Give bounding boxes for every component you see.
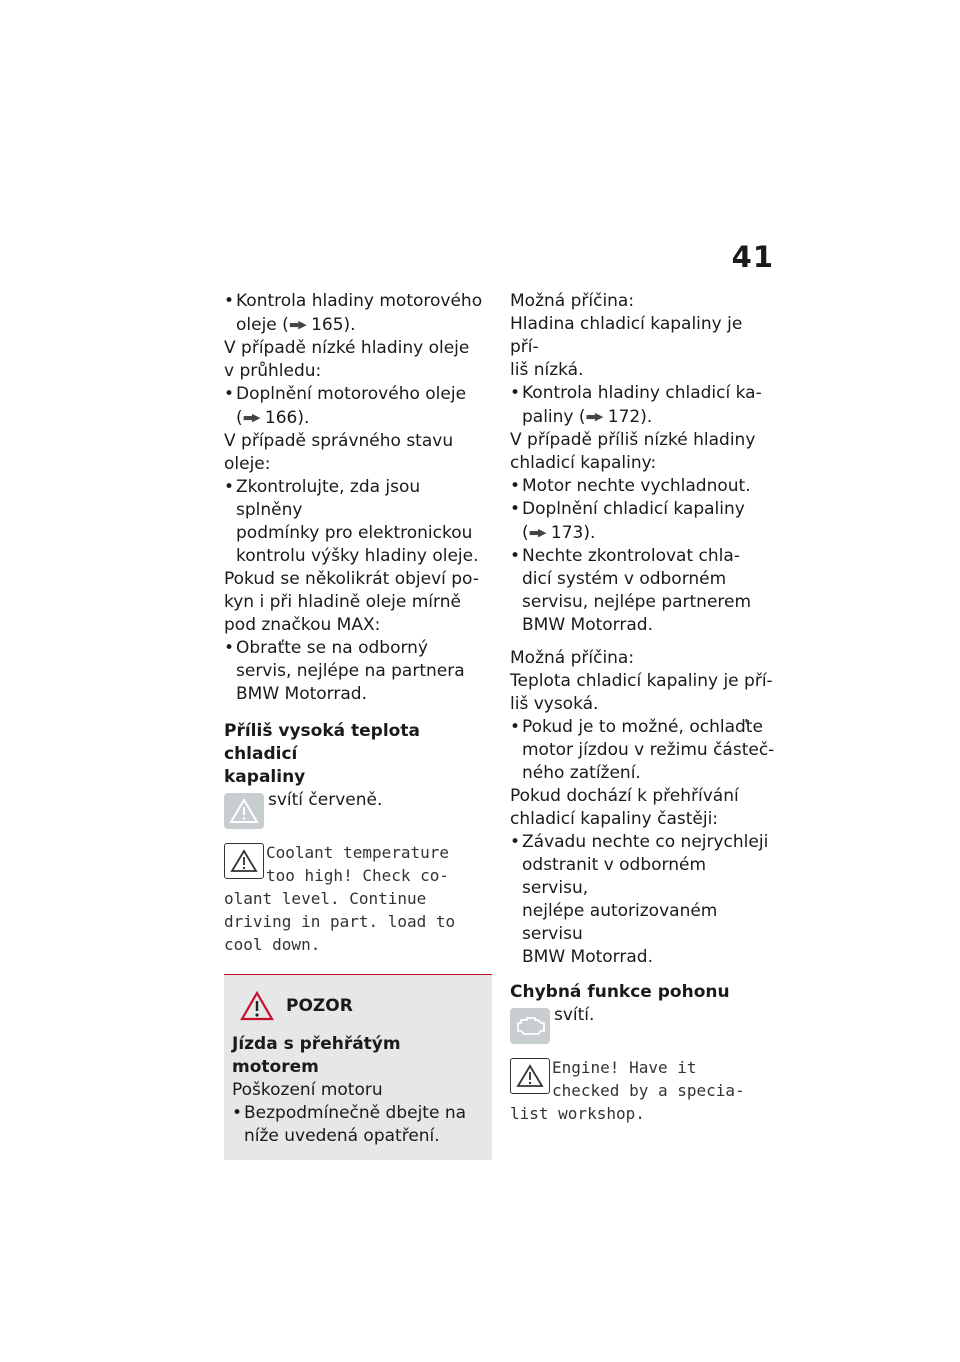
display-text-line: olant level. Continue [224,889,427,908]
display-message [510,1056,776,1125]
page-ref-arrow-icon: ▬▶ [528,526,546,539]
list-item [510,716,776,785]
text-fragment: oleje ( [236,315,289,335]
paragraph [224,568,492,637]
text-fragment: ( [236,408,243,428]
text-line: • Doplnění chladicí kapaliny [522,499,745,519]
warning-text: Poškození motoru [232,1080,383,1100]
engine-light-icon [510,1008,550,1044]
list-item [510,475,776,498]
text-line: • Zkontrolujte, zda jsou splněny [236,477,421,520]
text-line: servis, nejlépe na partnera [236,661,465,681]
text-line: • Motor nechte vychladnout. [522,476,751,496]
paragraph [510,785,776,831]
display-message [224,841,492,956]
text-line: oleje: [224,454,271,474]
text-line: Pokud se několikrát objeví po- [224,569,479,589]
text-line: dicí systém v odborném [522,569,727,589]
cause-label: Možná příčina: [510,648,635,668]
warning-triangle-icon [224,843,264,879]
text-line: motor jízdou v režimu částeč- [522,740,775,760]
text-line: podmínky pro elektronickou [236,523,473,543]
text-line: níže uvedená opatření. [244,1126,440,1146]
text-line: kontrolu výšky hladiny oleje. [236,546,479,566]
page-reference[interactable]: 165). [311,315,356,335]
page-reference[interactable]: 166). [264,408,310,428]
text-line: • Kontrola hladiny chladicí ka- [522,383,762,403]
text-line: BMW Motorrad. [522,947,653,967]
text-line: • Doplnění motorového oleje [236,384,467,404]
text-line: ného zatížení. [522,763,641,783]
text-line: V případě příliš nízké hladiny [510,430,756,450]
display-text-line: driving in part. load to [224,912,456,931]
text-line: kyn i při hladině oleje mírně [224,592,461,612]
text-line: • Pokud je to možné, ochlaďte [522,717,763,737]
text-line: odstranit v odborném servisu, [522,855,707,898]
section-heading [224,720,492,789]
cause-label: Možná příčina: [510,291,635,311]
indicator-row [224,789,492,829]
display-text-line: Engine! Have it [552,1058,697,1077]
list-item [224,383,492,430]
list-item [510,382,776,429]
paragraph [510,313,776,382]
list-item [510,498,776,545]
warning-box [224,974,492,1160]
text-line: servisu, nejlépe partnerem [522,592,752,612]
heading-line: kapaliny [224,767,306,787]
text-line: Pokud dochází k přehřívání [510,786,739,806]
heading-line: Příliš vysoká teplota chladicí [224,721,420,764]
right-column [510,290,776,1125]
text-line: Teplota chladicí kapaliny je pří- [510,671,773,691]
paragraph [510,670,776,716]
text-line: nejlépe autorizovaném servisu [522,901,718,944]
paragraph [510,429,776,475]
section-heading: Chybná funkce pohonu [510,982,730,1002]
display-text-line: checked by a specia- [552,1081,745,1100]
warning-title: Jízda s přehřátým motorem [232,1034,401,1077]
text-line [522,405,776,429]
page-number: 41 [731,240,774,274]
text-line: • Závadu nechte co nejrychleji [522,832,769,852]
warning-light-icon [224,793,264,829]
warning-label: POZOR [286,996,353,1016]
paragraph [224,430,492,476]
list-item [224,290,492,337]
text-line: • Bezpodmínečně dbejte na [244,1103,467,1123]
display-text-line: list workshop. [510,1104,645,1123]
text-line [236,406,492,430]
text-line: v průhledu: [224,361,322,381]
list-item [510,831,776,969]
list-item [224,476,492,568]
text-line: chladicí kapaliny: [510,453,657,473]
display-text-line: too high! Check co- [266,866,450,885]
text-line: • Kontrola hladiny motorového [236,291,483,311]
page-ref-arrow-icon: ▬▶ [585,410,603,423]
text-line: Hladina chladicí kapaliny je pří- [510,314,743,357]
display-text-line: cool down. [224,935,321,954]
indicator-row [510,1004,776,1044]
page-ref-arrow-icon: ▬▶ [288,318,306,331]
list-item [224,637,492,706]
left-column [224,290,492,1160]
caution-icon [240,991,274,1021]
indicator-text: svítí červeně. [268,790,383,810]
text-line: BMW Motorrad. [522,615,653,635]
page-reference[interactable]: 172). [607,407,653,427]
text-fragment: paliny ( [522,407,586,427]
text-line: pod značkou MAX: [224,615,381,635]
warning-triangle-icon [510,1058,550,1094]
text-line: liš vysoká. [510,694,599,714]
list-item [510,545,776,637]
list-item [232,1102,484,1148]
text-line: chladicí kapaliny častěji: [510,809,719,829]
spacer [510,637,776,647]
indicator-text: svítí. [554,1005,595,1025]
text-line [236,313,492,337]
page-ref-arrow-icon: ▬▶ [242,411,260,424]
page-reference[interactable]: 173). [550,523,596,543]
text-line [522,521,776,545]
text-line: V případě nízké hladiny oleje [224,338,470,358]
display-text-line: Coolant temperature [266,843,450,862]
warning-header [240,991,484,1021]
text-line: BMW Motorrad. [236,684,367,704]
paragraph [224,337,492,383]
text-line: • Nechte zkontrolovat chla- [522,546,740,566]
text-line: V případě správného stavu [224,431,454,451]
text-line: • Obraťte se na odborný [236,638,428,658]
text-line: liš nízká. [510,360,584,380]
text-fragment: ( [522,523,529,543]
